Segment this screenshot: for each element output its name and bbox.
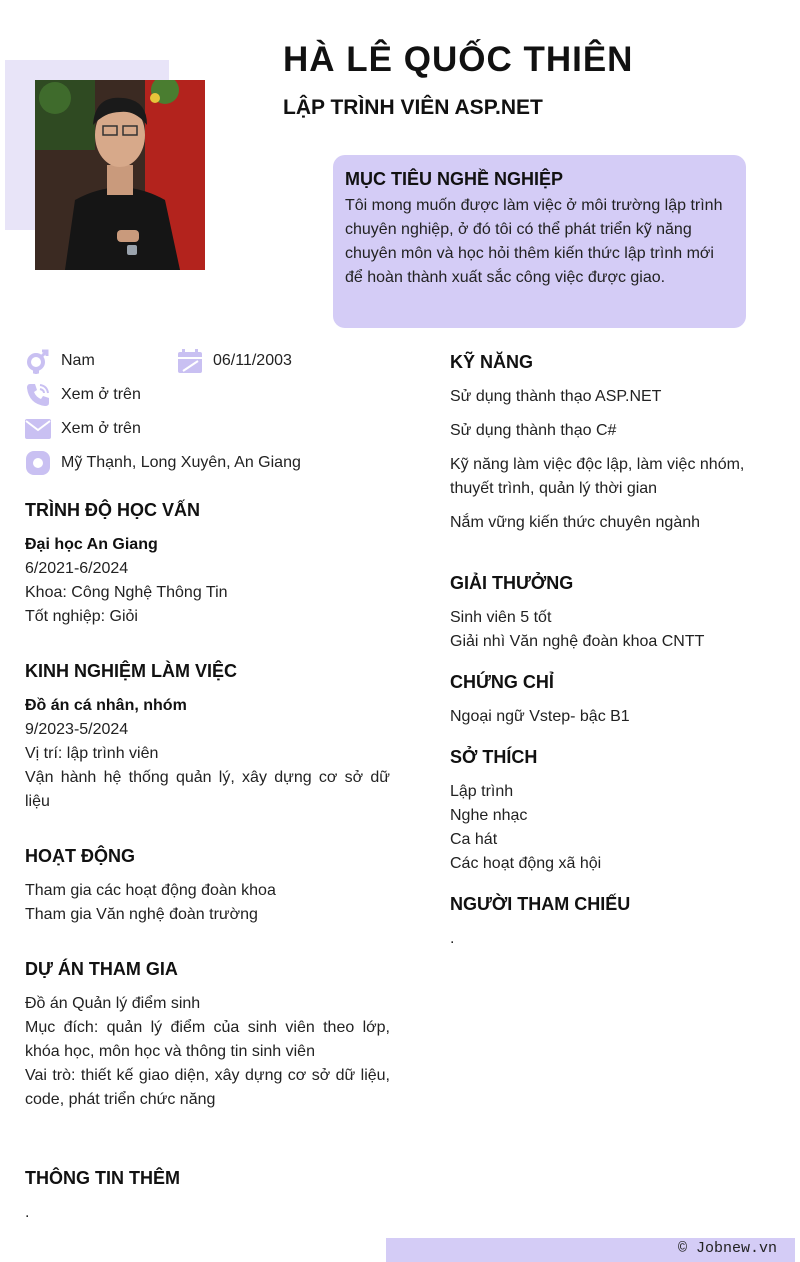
references-title: NGƯỜI THAM CHIẾU: [450, 894, 631, 914]
award-item: Giải nhì Văn nghệ đoàn khoa CNTT: [450, 633, 705, 650]
project-purpose: Mục đích: quản lý điểm của sinh viên theo lớp, khóa học, môn học và thông tin sinh viên: [25, 1019, 390, 1060]
footer-bar: [386, 1238, 795, 1262]
experience-description: Vận hành hệ thống quản lý, xây dựng cơ sở dữ liệu: [25, 769, 390, 810]
experience-position: Vị trí: lập trình viên: [25, 745, 159, 762]
certificates-title: CHỨNG CHỈ: [450, 672, 554, 692]
skill-item: Nắm vững kiến thức chuyên ngành: [450, 514, 701, 531]
additional-title: THÔNG TIN THÊM: [25, 1168, 180, 1188]
education-title: TRÌNH ĐỘ HỌC VẤN: [25, 500, 200, 520]
project-role: Vai trò: thiết kế giao diện, xây dựng cơ sở dữ liệu, code, phát triển chức năng: [25, 1067, 390, 1108]
calendar-icon: [177, 348, 203, 374]
certificates-section: [450, 672, 780, 729]
experience-section: [25, 661, 390, 814]
job-title: LẬP TRÌNH VIÊN ASP.NET: [283, 96, 543, 119]
hobby-item: Lập trình: [450, 783, 514, 800]
skills-section: [450, 352, 780, 535]
skill-item: Sử dụng thành thạo ASP.NET: [450, 388, 662, 405]
gender-icon: [25, 348, 51, 374]
skill-item: Sử dụng thành thạo C#: [450, 422, 617, 439]
education-grade: Tốt nghiệp: Giỏi: [25, 608, 138, 625]
experience-period: 9/2023-5/2024: [25, 721, 129, 738]
education-section: [25, 500, 390, 629]
phone-value: Xem ở trên: [61, 386, 141, 403]
projects-title: DỰ ÁN THAM GIA: [25, 959, 178, 979]
profile-photo: [35, 80, 205, 270]
certificate-item: Ngoại ngữ Vstep- bậc B1: [450, 708, 630, 725]
hobbies-section: [450, 747, 780, 876]
address-value: Mỹ Thạnh, Long Xuyên, An Giang: [61, 454, 301, 471]
education-school: Đại học An Giang: [25, 536, 158, 553]
references-text: .: [450, 930, 455, 947]
gender-value: Nam: [61, 352, 95, 369]
projects-section: [25, 959, 390, 1112]
birthdate-value: 06/11/2003: [213, 352, 292, 369]
hobby-item: Ca hát: [450, 831, 498, 848]
experience-title: KINH NGHIỆM LÀM VIỆC: [25, 661, 238, 681]
skills-title: KỸ NĂNG: [450, 352, 534, 372]
objective-box: [333, 155, 746, 328]
activities-section: [25, 846, 390, 927]
footer-credit[interactable]: © Jobnew.vn: [677, 1240, 777, 1257]
additional-text: .: [25, 1204, 30, 1221]
references-section: [450, 894, 780, 951]
project-name: Đồ án Quản lý điểm sinh: [25, 995, 201, 1012]
activity-item: Tham gia các hoạt động đoàn khoa: [25, 882, 276, 899]
award-item: Sinh viên 5 tốt: [450, 609, 552, 626]
additional-section: [25, 1168, 390, 1225]
phone-row: [25, 382, 141, 408]
email-row: [25, 416, 141, 442]
hobby-item: Các hoạt động xã hội: [450, 855, 602, 872]
candidate-name: HÀ LÊ QUỐC THIÊN: [283, 40, 634, 79]
activity-item: Tham gia Văn nghệ đoàn trường: [25, 906, 258, 923]
awards-section: [450, 573, 780, 654]
skill-item: Kỹ năng làm việc độc lập, làm việc nhóm, thuyết trình, quản lý thời gian: [450, 456, 745, 497]
experience-name: Đồ án cá nhân, nhóm: [25, 697, 187, 714]
objective-title: MỤC TIÊU NGHỀ NGHIỆP: [345, 169, 564, 189]
email-icon: [25, 416, 51, 442]
hobbies-title: SỞ THÍCH: [450, 747, 538, 767]
awards-title: GIẢI THƯỞNG: [450, 573, 574, 593]
hobby-item: Nghe nhạc: [450, 807, 528, 824]
activities-title: HOẠT ĐỘNG: [25, 846, 135, 866]
birthdate-row: [177, 348, 292, 374]
gender-row: [25, 348, 95, 374]
education-faculty: Khoa: Công Nghệ Thông Tin: [25, 584, 228, 601]
address-row: [25, 450, 301, 476]
education-period: 6/2021-6/2024: [25, 560, 129, 577]
location-icon: [25, 450, 51, 476]
phone-icon: [25, 382, 51, 408]
email-value: Xem ở trên: [61, 420, 141, 437]
objective-text: Tôi mong muốn được làm việc ở môi trường lập trình chuyên nghiệp, ở đó tôi có thể phát triển kỹ năng chuyên môn và học hỏi thêm kiến thức lập trình mới để hoàn thành xuất sắc công việc được giao.: [345, 197, 723, 286]
